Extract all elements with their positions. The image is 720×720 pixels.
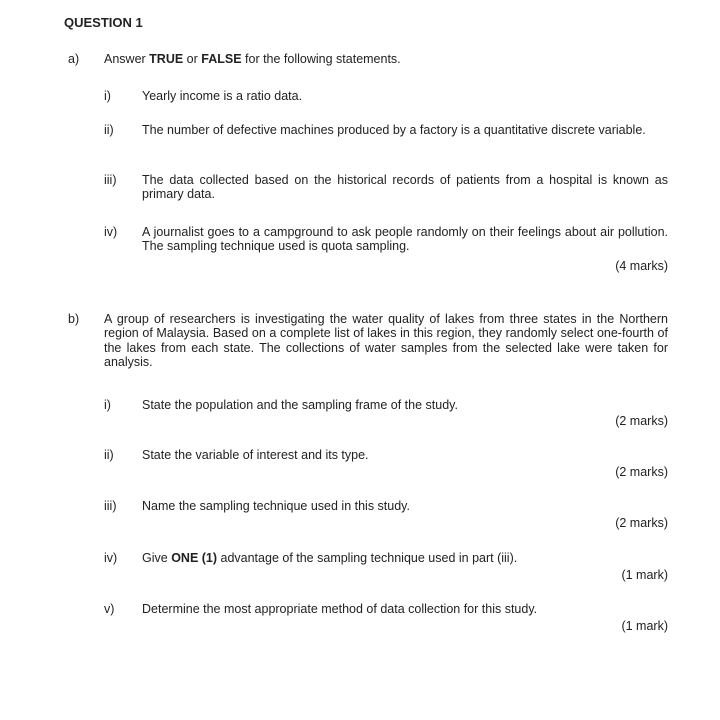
part-b-item-4-marks: (1 mark) (621, 568, 668, 582)
one-keyword: ONE (1) (171, 551, 218, 565)
part-b-item-5-text: Determine the most appropriate method of data collection for this study. (142, 602, 538, 616)
part-b-intro: A group of researchers is investigating the water quality of lakes from three states in the Northern region of Malaysia. Based on a complete list of lakes in this region, they randomly select one-fourth of the lakes from each state. The collections of water samples from the selected lake were taken for analysis. (104, 312, 668, 370)
part-b-item-2-number: ii) (104, 448, 114, 462)
part-a-item-1-text: Yearly income is a ratio data. (142, 89, 303, 103)
part-b-label: b) (68, 312, 80, 326)
part-a-item-3-number: iii) (104, 173, 117, 187)
part-a-item-4-number: iv) (104, 225, 118, 239)
part-a-item-1-number: i) (104, 89, 111, 103)
part-b-item-4-text: Give ONE (1) advantage of the sampling technique used in part (iii). (142, 551, 518, 565)
part-a-item-2-number: ii) (104, 123, 114, 137)
part-b-item-3-text: Name the sampling technique used in this study. (142, 499, 410, 513)
part-b-item-1-text: State the population and the sampling frame of the study. (142, 398, 458, 412)
part-b-item-5-marks: (1 mark) (621, 619, 668, 633)
part-b-item-1-marks: (2 marks) (615, 414, 668, 428)
question-heading: QUESTION 1 (64, 15, 143, 30)
part-b-item-2-text: State the variable of interest and its type. (142, 448, 369, 462)
part-b-item-2-marks: (2 marks) (615, 465, 668, 479)
part-b-item-4-number: iv) (104, 551, 118, 565)
part-a-item-4-text: A journalist goes to a campground to ask people randomly on their feelings about air pollution. The sampling technique used is quota sampling. (142, 225, 668, 254)
part-b-item-1-number: i) (104, 398, 111, 412)
part-a-label: a) (68, 52, 80, 66)
part-b-item-3-number: iii) (104, 499, 117, 513)
false-keyword: FALSE (201, 52, 242, 66)
true-keyword: TRUE (149, 52, 184, 66)
part-a-item-3-text: The data collected based on the historical records of patients from a hospital is known as primary data. (142, 173, 668, 202)
part-b-item-3-marks: (2 marks) (615, 516, 668, 530)
part-b-item-5-number: v) (104, 602, 115, 616)
part-a-marks: (4 marks) (615, 259, 668, 273)
part-a-item-2-text: The number of defective machines produced by a factory is a quantitative discrete variable. (142, 123, 646, 137)
part-a-instruction: Answer TRUE or FALSE for the following statements. (104, 52, 401, 66)
